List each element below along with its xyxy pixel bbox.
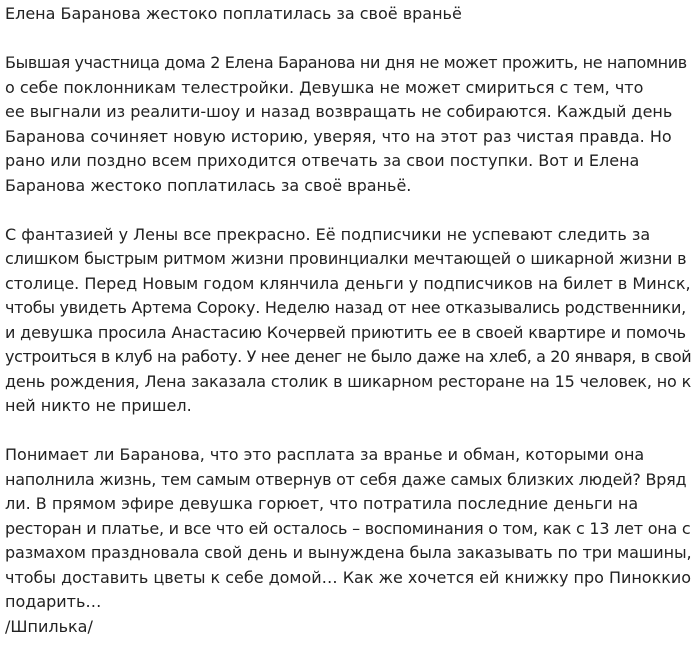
- text-line: слишком быстрым ритмом жизни провинциалки мечтающей о шикарной жизни в: [5, 249, 687, 268]
- text-line: рано или поздно всем приходится отвечать за свои поступки. Вот и Елена: [5, 151, 640, 170]
- paragraph-1: [5, 51, 691, 198]
- text-line: ли. В прямом эфире девушка горюет, что потратила последние деньги на: [5, 494, 639, 513]
- text-line: о себе поклонникам телестройки. Девушка не может смириться с тем, что: [5, 77, 644, 97]
- text-line: наполнила жизнь, тем самым отвернув от себя даже самых близких людей? Вряд: [5, 469, 687, 489]
- text-line: Бывшая участница дома 2 Елена Баранова ни дня не может прожить, не напомнив: [5, 53, 687, 72]
- text-line: подарить…: [5, 592, 102, 611]
- signature: /Шпилька/: [5, 616, 93, 636]
- text-line: ней никто не пришел.: [5, 396, 192, 415]
- text-line: размахом праздновала свой день и вынуждена была заказывать по три машины,: [5, 543, 692, 562]
- text-line: ресторан и платье, и все что ей осталось – воспоминания о том, как с 13 лет она с: [5, 518, 691, 538]
- paragraph-gap: [5, 198, 691, 223]
- paragraph-2: [5, 223, 691, 419]
- text-line: ее выгнали из реалити-шоу и назад возвращать не собираются. Каждый день: [5, 102, 673, 121]
- text-line: Понимает ли Баранова, что это расплата за вранье и обман, которыми она: [5, 445, 645, 464]
- paragraph-gap: [5, 419, 691, 444]
- paragraph-3: [5, 443, 691, 615]
- text-line: Баранова жестоко поплатилась за своё враньё.: [5, 175, 412, 195]
- text-line: столице. Перед Новым годом клянчила деньги у подписчиков на билет в Минск,: [5, 273, 691, 293]
- text-line: Баранова сочиняет новую историю, уверяя, что на этот раз чистая правда. Но: [5, 126, 672, 146]
- text-line: и девушка просила Анастасию Кочервей приютить ее в своей квартире и помочь: [5, 322, 686, 342]
- text-line: устроиться в клуб на работу. У нее денег не было даже на хлеб, а 20 января, в свой: [5, 347, 692, 366]
- text-line: день рождения, Лена заказала столик в шикарном ресторане на 15 человек, но к: [5, 371, 692, 391]
- paragraph-gap: [5, 27, 691, 52]
- text-line: чтобы доставить цветы к себе домой… Как же хочется ей книжку про Пиноккио: [5, 567, 692, 587]
- article-title: Елена Баранова жестоко поплатилась за своё враньё: [5, 4, 462, 23]
- text-line: чтобы увидеть Артема Сороку. Неделю назад от нее отказывались родственники,: [5, 298, 686, 317]
- text-line: С фантазией у Лены все прекрасно. Её подписчики не успевают следить за: [5, 224, 651, 244]
